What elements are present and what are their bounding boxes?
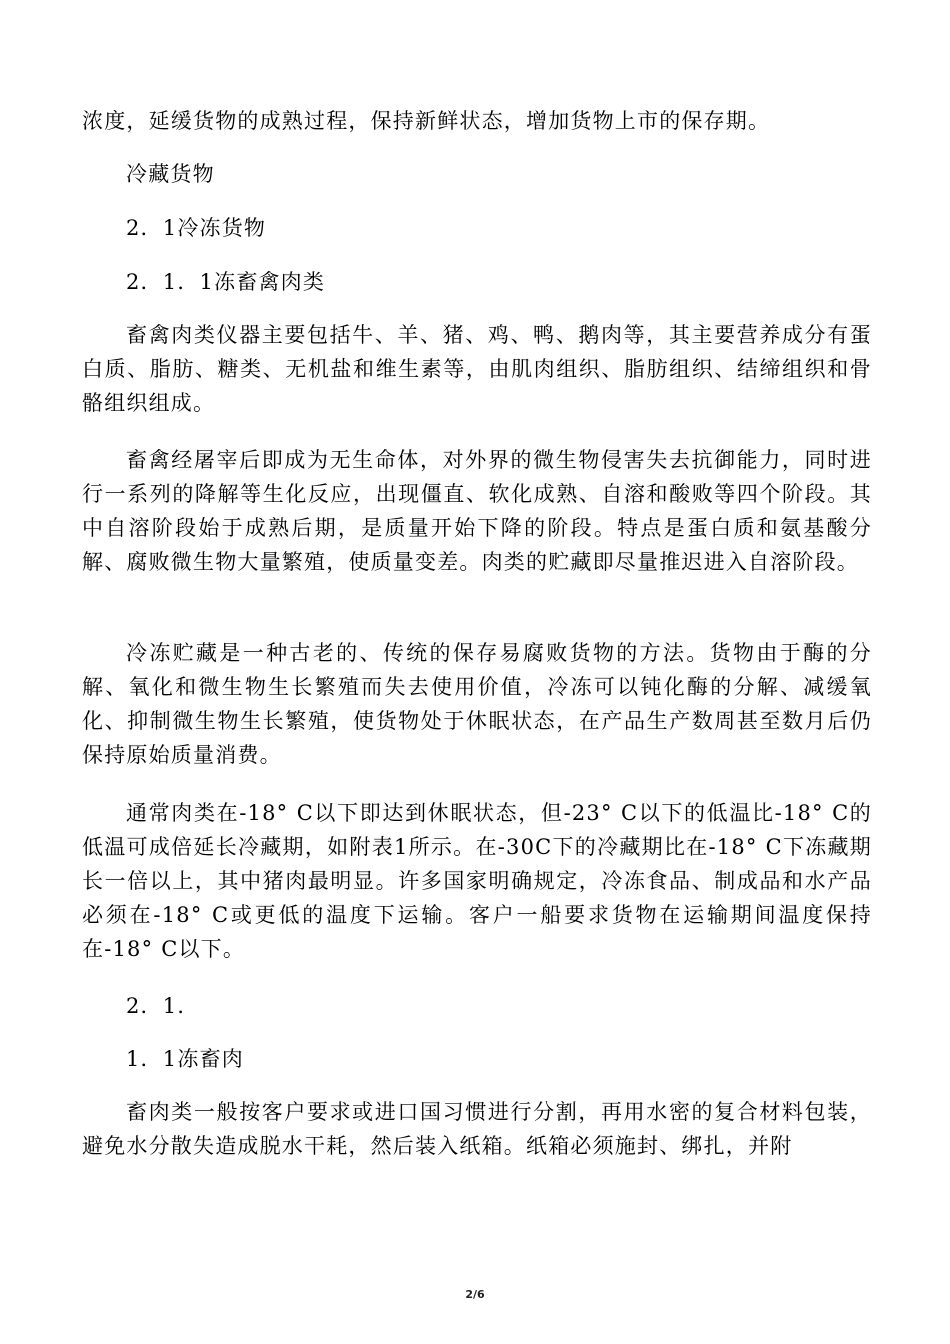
paragraph-meat-composition: 畜禽肉类仪器主要包括牛、羊、猪、鸡、鸭、鹅肉等，其主要营养成分有蛋白质、脂肪、糖类、无机盐和维生素等，由肌肉组织、脂肪组织、结缔组织和骨骼组织组成。 [82,323,872,415]
heading-section-2-1-split: 2．1． [126,994,200,1018]
paragraph-temperature: 通常肉类在-18° C以下即达到休眠状态，但-23° C以下的低温比-18° C的低温可成倍延长冷藏期，如附表1所示。在-30C下的冷藏期比在-18° C下冻藏期长一倍以上，其中猪肉最明显。许多国家明确规定，冷冻食品、制成品和水产品必须在-18° C或更低的温度下运输。客户一船要求货物在运输期间温度保持在-18° C以下。 [82,801,872,961]
heading-section-2-1: 2．1冷冻货物 [126,216,267,240]
heading-cold-storage: 冷藏货物 [126,162,215,186]
continuation-paragraph: 浓度，延缓货物的成熟过程，保持新鲜状态，增加货物上市的保存期。 [82,109,771,133]
page-number: 2/6 [465,1288,485,1301]
paragraph-frozen-storage: 冷冻贮藏是一种古老的、传统的保存易腐败货物的方法。货物由于酶的分解、氧化和微生物生长繁殖而失去使用价值，冷冻可以钝化酶的分解、减缓氧化、抑制微生物生长繁殖，使货物处于休眠状态，在产品生产数周甚至数月后仍保持原始质量消费。 [82,641,872,767]
paragraph-post-slaughter: 畜禽经屠宰后即成为无生命体，对外界的微生物侵害失去抗御能力，同时进行一系列的降解等生化反应，出现僵直、软化成熟、自溶和酸败等四个阶段。其中自溶阶段始于成熟后期，是质量开始下降的阶段。特点是蛋白质和氨基酸分解、腐败微生物大量繁殖，使质量变差。肉类的贮藏即尽量推迟进入自溶阶段。 [82,448,872,574]
heading-section-2-1-1: 2．1．1冻畜禽肉类 [126,270,326,294]
heading-section-1-1: 1．1冻畜肉 [126,1047,244,1071]
paragraph-packaging: 畜肉类一般按客户要求或进口国习惯进行分割，再用水密的复合材料包装，避免水分散失造成脱水干耗，然后装入纸箱。纸箱必须施封、绑扎，并附 [82,1100,872,1158]
